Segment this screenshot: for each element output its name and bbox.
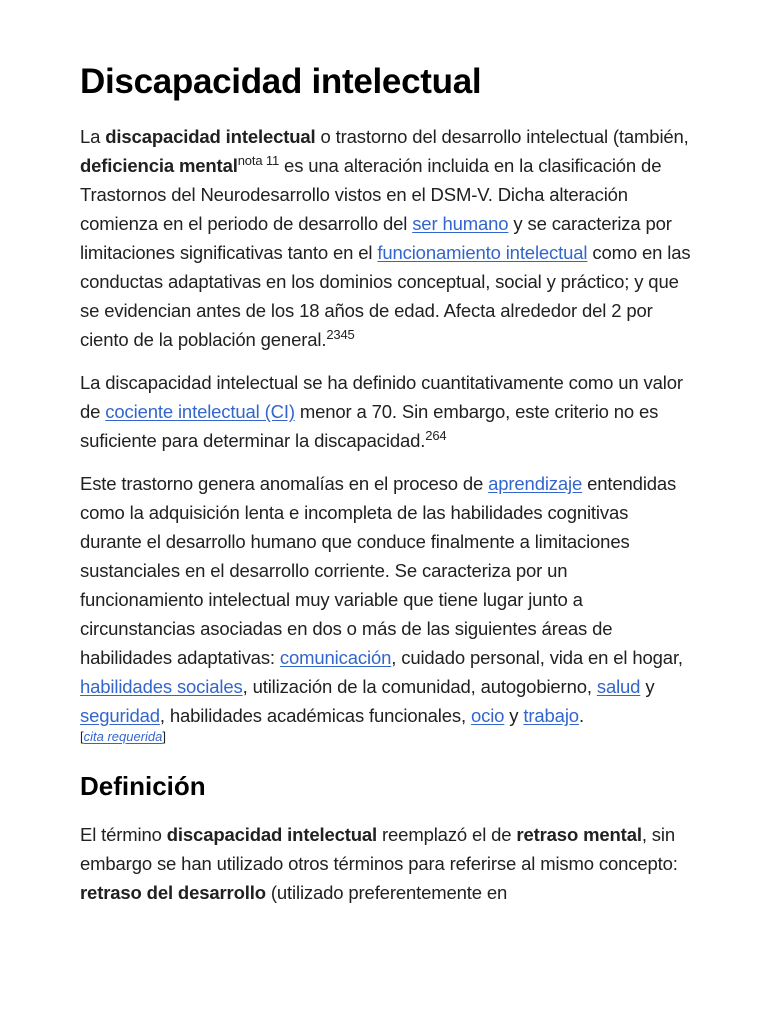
learning-paragraph bbox=[80, 469, 692, 730]
text: menor a 70. Sin embargo, este criterio no es suficiente para determinar la discapacidad. bbox=[80, 401, 659, 451]
text: y se caracteriza por limitaciones significativas tanto en el bbox=[80, 213, 672, 263]
link-aprendizaje[interactable]: aprendizaje bbox=[488, 473, 583, 494]
text: Este trastorno genera anomalías en el proceso de bbox=[80, 473, 489, 494]
text: El término bbox=[80, 824, 167, 845]
bold-term: retraso mental bbox=[516, 824, 642, 845]
text: reemplazó el de bbox=[377, 824, 517, 845]
text: La bbox=[80, 126, 106, 147]
text: como en las conductas adaptativas en los dominios conceptual, social y práctico; y que se evidencian antes de los 18 años de edad. Afecta alrededor del 2 por ciento de la población general. bbox=[80, 242, 691, 350]
text: , cuidado personal, vida en el hogar, bbox=[391, 647, 683, 668]
link-cociente-intelectual[interactable]: cociente intelectual (CI) bbox=[105, 401, 295, 422]
text: y bbox=[640, 676, 655, 697]
link-salud[interactable]: salud bbox=[596, 676, 641, 697]
bold-term: deficiencia mental bbox=[80, 155, 238, 176]
ci-paragraph bbox=[80, 368, 692, 455]
text: es una alteración incluida en la clasificación de Trastornos del Neurodesarrollo vistos en el DSM-V. Dicha alteración comienza en el periodo de desarrollo del bbox=[80, 155, 662, 234]
reference-ref[interactable]: 2345 bbox=[326, 327, 355, 342]
link-ser-humano[interactable]: ser humano bbox=[412, 213, 509, 234]
citation-needed-link[interactable]: cita requerida bbox=[83, 729, 163, 744]
footnote-ref[interactable]: nota 11 bbox=[237, 153, 280, 168]
reference-ref[interactable]: 264 bbox=[425, 428, 447, 443]
definition-paragraph bbox=[80, 820, 692, 907]
link-ocio[interactable]: ocio bbox=[470, 705, 505, 726]
text: La discapacidad intelectual se ha definido cuantitativamente como un valor de bbox=[80, 372, 683, 422]
link-comunicacion[interactable]: comunicación bbox=[279, 647, 392, 668]
text: . bbox=[578, 705, 584, 726]
link-trabajo[interactable]: trabajo bbox=[523, 705, 579, 726]
link-habilidades-sociales[interactable]: habilidades sociales bbox=[80, 676, 243, 697]
section-heading-definicion: Definición bbox=[80, 771, 206, 801]
link-funcionamiento-intelectual[interactable]: funcionamiento intelectual bbox=[377, 242, 588, 263]
text: , sin embargo se han utilizado otros términos para referirse al mismo concepto: bbox=[80, 824, 678, 874]
bold-term: discapacidad intelectual bbox=[105, 126, 316, 147]
page-title: Discapacidad intelectual bbox=[80, 62, 482, 101]
citation-needed: [cita requerida] bbox=[80, 729, 167, 744]
text: entendidas como la adquisición lenta e incompleta de las habilidades cognitivas durante el desarrollo humano que conduce finalmente a limitaciones sustanciales en el desarrollo corriente. Se caracteriza por un funcionamiento intelectual muy variable que tiene lugar junto a circunstancias asociadas en dos o más de las siguientes áreas de habilidades adaptativas: bbox=[80, 473, 677, 668]
text: , utilización de la comunidad, autogobierno, bbox=[242, 676, 597, 697]
bold-term: discapacidad intelectual bbox=[166, 824, 378, 845]
link-seguridad[interactable]: seguridad bbox=[80, 705, 160, 726]
text: , habilidades académicas funcionales, bbox=[159, 705, 471, 726]
text: y bbox=[504, 705, 524, 726]
text: o trastorno del desarrollo intelectual (también, bbox=[315, 126, 689, 147]
bold-term: retraso del desarrollo bbox=[80, 882, 266, 903]
text: (utilizado preferentemente en bbox=[265, 882, 508, 903]
intro-paragraph bbox=[80, 122, 692, 354]
article bbox=[80, 56, 692, 921]
